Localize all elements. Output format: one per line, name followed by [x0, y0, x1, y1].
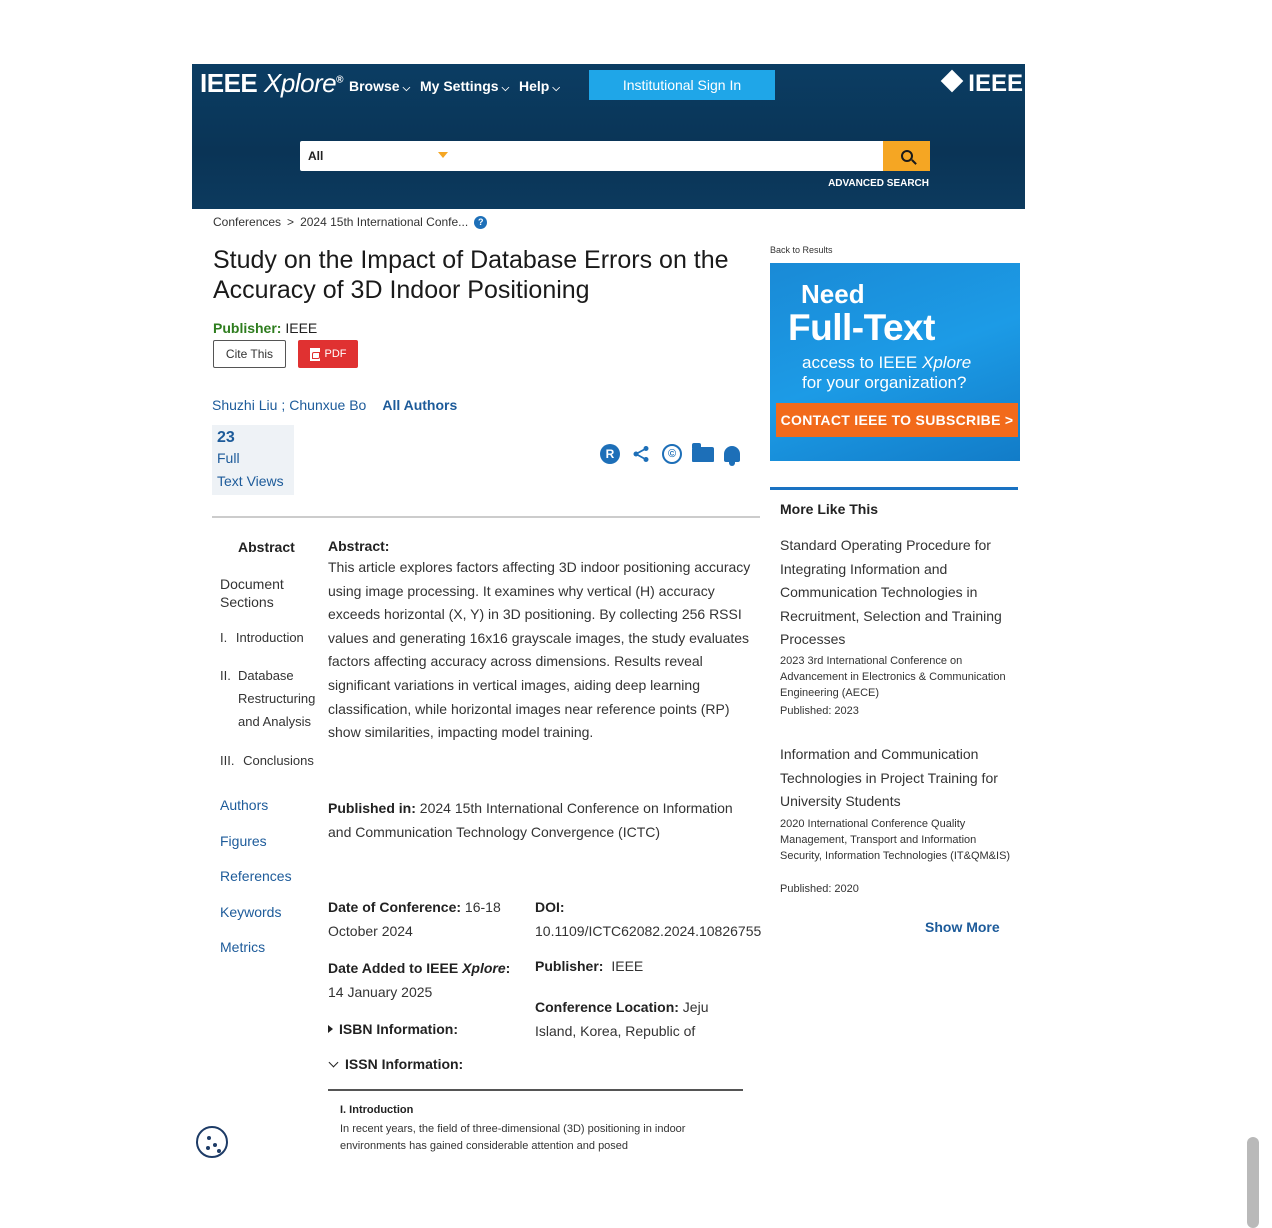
share-icon[interactable] — [630, 443, 652, 465]
issn-label: ISSN Information: — [345, 1056, 464, 1072]
date-added-colon: : — [505, 960, 511, 976]
section-label: Conclusions — [243, 753, 314, 768]
date-added-value: 14 January 2025 — [328, 983, 433, 1000]
logo-reg: ® — [336, 74, 344, 86]
copyright-icon[interactable]: © — [662, 444, 682, 464]
ieee-brand-logo[interactable] — [944, 70, 1023, 98]
ieee-brand-text: IEEE — [968, 70, 1023, 97]
article-action-icons — [600, 443, 740, 465]
site-header — [192, 64, 1025, 209]
nav-browse[interactable] — [349, 78, 410, 94]
docnav-section-conclusions[interactable] — [220, 749, 314, 772]
bell-icon[interactable] — [724, 446, 740, 462]
docnav-figures[interactable]: Figures — [220, 833, 267, 849]
breadcrumb-conference[interactable]: 2024 15th International Confe... — [300, 215, 469, 229]
abstract-text: This article explores factors affecting 3D indoor positioning accuracy using image processing. It examines why vertical (H) accuracy exceeds horizontal (X, Y) in 3D positioning. By collecting 256 RSSI values and generating 16x16 grayscale images, the study evaluates factors affecting accuracy across dimensions. Results reveal significant variations in vertical images, aiding deep learning classification, while horizontal images near reference points (RP) show similarities, impacting model training. — [328, 559, 751, 741]
cookie-chip — [217, 1149, 221, 1153]
pdf-icon — [310, 348, 320, 361]
chevron-down-icon: ⌵ — [501, 83, 510, 94]
date-conf-label: Date of Conference: — [328, 899, 462, 915]
ad-subtext-line: for your organization? — [802, 373, 967, 392]
publisher-meta-value: IEEE — [611, 958, 644, 974]
publisher-value: IEEE — [285, 320, 318, 336]
cookie-chip — [206, 1146, 210, 1150]
back-to-results-link[interactable]: Back to Results — [770, 245, 833, 255]
show-more-link[interactable]: Show More — [925, 919, 1000, 935]
chevron-right-icon: > — [1004, 412, 1014, 428]
docnav-keywords[interactable]: Keywords — [220, 904, 282, 920]
search-bar — [300, 141, 930, 171]
section-number: II. — [220, 668, 231, 683]
publisher-meta — [535, 958, 643, 974]
docnav-section-database[interactable] — [220, 664, 330, 733]
more-like-item-published: Published: 2020 — [780, 883, 859, 895]
isbn-information-toggle[interactable] — [328, 1021, 458, 1037]
full-text-views-count: 23 — [217, 429, 235, 446]
docnav-abstract[interactable]: Abstract — [238, 539, 295, 555]
location-value: Jeju Island, Korea, Republic of — [535, 999, 709, 1039]
isbn-label: ISBN Information: — [339, 1021, 458, 1037]
nav-browse-label: Browse — [349, 78, 400, 94]
docnav-references[interactable]: References — [220, 868, 292, 884]
ieee-xplore-logo[interactable] — [200, 68, 343, 99]
conference-location — [535, 996, 735, 1043]
location-label: Conference Location: — [535, 999, 679, 1015]
nav-help[interactable] — [519, 78, 560, 94]
share-glyph — [632, 445, 650, 463]
ad-subtext-line — [802, 353, 971, 373]
help-icon[interactable]: ? — [474, 216, 487, 229]
published-in-value[interactable]: 2024 15th International Conference on Information and Communication Technology Convergence (ICTC) — [328, 800, 733, 840]
logo-xplore: Xplore — [263, 68, 337, 98]
section-label: Introduction — [235, 630, 304, 645]
doi — [535, 896, 785, 943]
doi-value[interactable]: 10.1109/ICTC62082.2024.10826755 — [535, 922, 762, 939]
ad-cta-label: CONTACT IEEE TO SUBSCRIBE — [780, 412, 1001, 428]
cookie-chip — [207, 1136, 211, 1140]
issn-information-toggle[interactable] — [328, 1056, 463, 1072]
section-label: Database Restructuring and Analysis — [238, 668, 316, 729]
institutional-sign-in-button[interactable]: Institutional Sign In — [589, 70, 775, 100]
date-added-xplore: Xplore — [462, 960, 506, 976]
search-button[interactable] — [883, 141, 930, 171]
date-added-label — [328, 960, 510, 976]
scrollbar-thumb[interactable] — [1247, 1137, 1259, 1228]
search-icon — [901, 150, 913, 162]
published-in-label: Published in: — [328, 800, 416, 816]
chevron-down-icon: ⌵ — [552, 83, 560, 94]
more-like-this-heading: More Like This — [780, 501, 879, 517]
breadcrumb-separator: > — [287, 215, 295, 229]
divider — [328, 1089, 743, 1091]
advanced-search-link[interactable]: ADVANCED SEARCH — [828, 178, 929, 189]
search-scope-select[interactable]: All — [308, 149, 324, 163]
more-like-item-title[interactable]: Standard Operating Procedure for Integrating Information and Communication Technologies in Recruitment, Selection and Training Processes — [780, 537, 1002, 648]
author-separator: ; — [281, 397, 286, 413]
full-text-views-label — [217, 447, 289, 493]
ad-sub-part: access to IEEE — [802, 353, 918, 372]
ad-subtext — [802, 353, 971, 393]
ad-need-text: Need — [801, 279, 865, 309]
breadcrumb — [213, 215, 487, 229]
pdf-label: PDF — [324, 348, 347, 360]
cookie-chip — [213, 1143, 217, 1147]
ieee-diamond-icon — [941, 70, 964, 93]
nav-my-settings[interactable] — [420, 78, 509, 94]
more-like-item-conference: 2023 3rd International Conference on Advancement in Electronics & Communication Engineering (AECE) — [780, 655, 1006, 699]
page-title: Study on the Impact of Database Errors on the Accuracy of 3D Indoor Positioning — [213, 246, 729, 304]
search-input[interactable] — [460, 145, 880, 167]
docnav-authors[interactable]: Authors — [220, 797, 269, 813]
folder-icon[interactable] — [692, 447, 714, 462]
all-authors-link[interactable]: All Authors — [382, 397, 458, 413]
docnav-section-introduction[interactable] — [220, 626, 304, 649]
cite-this-button[interactable]: Cite This — [213, 340, 286, 368]
abstract-label: Abstract: — [328, 538, 390, 554]
more-like-item-title[interactable]: Information and Communication Technologies in Project Training for University Students — [780, 746, 998, 810]
logo-ieee: IEEE — [200, 68, 258, 98]
pdf-button[interactable] — [298, 340, 358, 368]
section-number: I. — [220, 630, 228, 645]
date-of-conference — [328, 896, 528, 943]
more-like-item-conference: 2020 International Conference Quality Management, Transport and Information Security, Information Technologies (IT&QM&IS) — [780, 818, 1011, 862]
date-conf-value: 16-18 October 2024 — [328, 899, 501, 939]
chevron-down-icon — [329, 1058, 339, 1068]
intro-heading: I. Introduction — [340, 1104, 414, 1116]
full-text-ad-banner[interactable] — [770, 263, 1020, 461]
divider — [770, 487, 1018, 490]
publisher-line — [213, 320, 317, 336]
nav-help-label: Help — [519, 78, 550, 94]
authors-line — [212, 397, 457, 413]
published-in — [328, 797, 748, 844]
cookie-icon[interactable] — [196, 1126, 228, 1158]
doi-label: DOI: — [535, 899, 565, 915]
nav-my-settings-label: My Settings — [420, 78, 499, 94]
breadcrumb-conferences[interactable]: Conferences — [213, 215, 282, 229]
docnav-sections-label: Document Sections — [220, 576, 284, 610]
full-text-label-line: Full — [217, 450, 240, 466]
docnav-metrics[interactable]: Metrics — [220, 939, 266, 955]
ad-fulltext-text: Full-Text — [788, 307, 935, 348]
full-text-views-box[interactable] — [212, 425, 294, 495]
contact-ieee-subscribe-button[interactable] — [776, 403, 1018, 437]
divider — [212, 516, 760, 518]
date-added-label-text: Date Added to IEEE — [328, 960, 459, 976]
more-like-item-published: Published: 2023 — [780, 705, 859, 717]
date-added — [328, 957, 528, 1004]
author-link[interactable]: Shuzhi Liu — [212, 397, 278, 413]
expand-triangle-icon — [328, 1025, 333, 1033]
ad-sub-xplore: Xplore — [922, 353, 972, 372]
full-text-label-line: Text Views — [217, 473, 284, 489]
intro-text: In recent years, the field of three-dimensional (3D) positioning in indoor environments has gained considerable attention and posed — [340, 1123, 686, 1152]
caret-down-icon[interactable] — [438, 152, 448, 158]
chevron-down-icon: ⌵ — [402, 83, 411, 94]
publisher-meta-label: Publisher: — [535, 958, 604, 974]
publisher-label: Publisher: — [213, 320, 282, 336]
author-link[interactable]: Chunxue Bo — [289, 397, 367, 413]
rights-permissions-icon[interactable]: R — [600, 444, 620, 464]
section-number: III. — [220, 753, 235, 768]
